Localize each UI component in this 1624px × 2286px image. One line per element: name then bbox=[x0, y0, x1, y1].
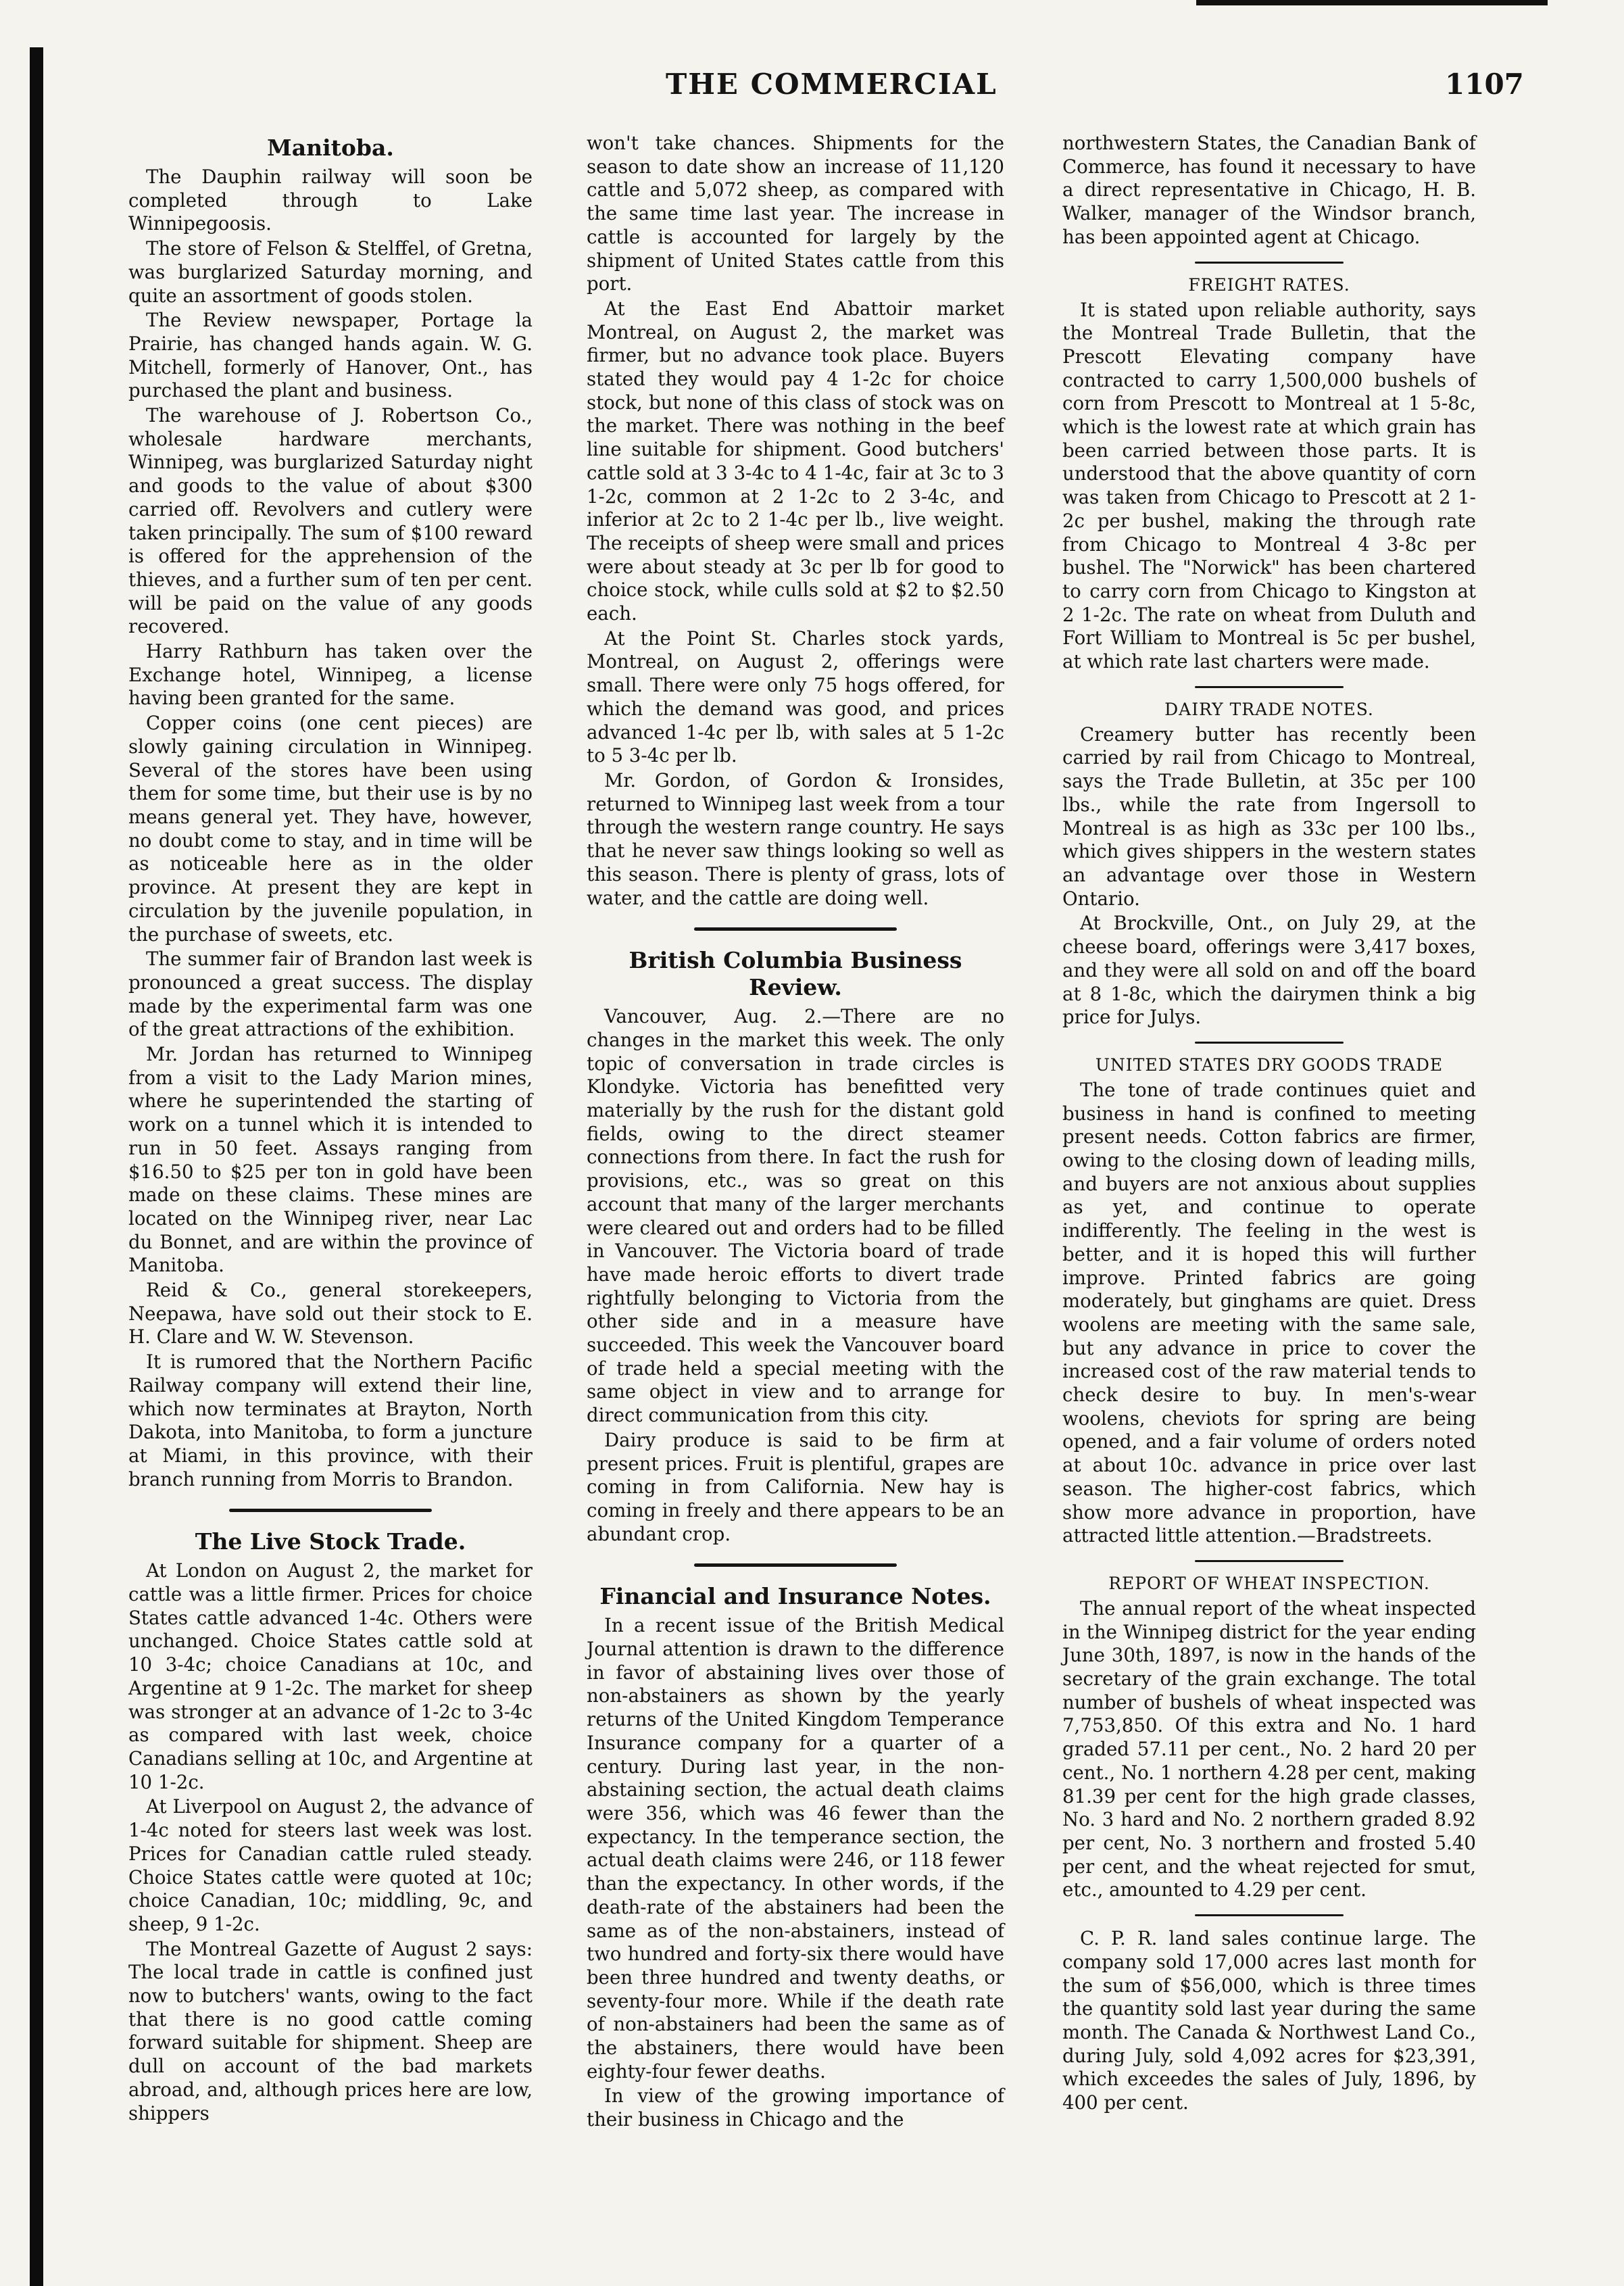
article-paragraph: The annual report of the wheat inspected in the Winnipeg district for the year ending June 30th, 1897, is now in the hands of the secretary of the grain exchange. The total number of bushels of wheat inspected was 7,753,850. Of this extra and No. 1 hard graded 57.11 per cent., No. 2 hard 20 per cent., No. 1 northern 4.28 per cent, making 81.39 per cent for the high grade classes, No. 3 hard and No. 2 northern graded 8.92 per cent, No. 3 northern and frosted 5.40 per cent, and the wheat rejected for smut, etc., amounted to 4.29 per cent. bbox=[1062, 1597, 1476, 1901]
section-divider bbox=[694, 1563, 897, 1567]
article-paragraph: At Liverpool on August 2, the advance of 1-4c noted for steers last week was lost. Prices for Canadian cattle ruled steady. Choice States cattle were quoted at 10c; choice Canadian, 10c; middling, 9c, and sheep, 9 1-2c. bbox=[128, 1795, 533, 1935]
top-border-rule bbox=[1196, 0, 1548, 5]
article-paragraph: The store of Felson & Stelffel, of Gretna, was burglarized Saturday morning, and quite an assortment of goods stolen. bbox=[128, 237, 533, 307]
section-heading-live-stock: The Live Stock Trade. bbox=[195, 1528, 466, 1555]
section-divider bbox=[1195, 1914, 1344, 1916]
article-paragraph: At London on August 2, the market for cattle was a little firmer. Prices for choice States cattle advanced 1-4c. Others were unchanged. Choice States cattle sold at 10 3-4c; choice Canadians at 10c, and Argentine at 9 1-2c. The market for sheep was stronger at an advance of 1-2c to 3-4c as compared with last week, choice Canadians selling at 10c, and Argentine at 10 1-2c. bbox=[128, 1559, 533, 1793]
section-heading-financial: Financial and Insurance Notes. bbox=[599, 1583, 991, 1610]
section-divider bbox=[1195, 686, 1344, 688]
article-paragraph: It is stated upon reliable authority, says the Montreal Trade Bulletin, that the Prescott Elevating company have contracted to carry 1,500,000 bushels of corn from Prescott to Montreal at 1 5-8c, which is the lowest rate at which grain has been carried between those parts. It is understood that the above quantity of corn was taken from Chicago to Prescott at 2 1-2c per bushel, making the through rate from Chicago to Montreal 4 3-8c per bushel. The "Norwick" has been chartered to carry corn from Chicago to Kingston at 2 1-2c. The rate on wheat from Duluth and Fort William to Montreal is 5c per bushel, at which rate last charters were made. bbox=[1062, 298, 1476, 673]
section-heading-dry-goods: UNITED STATES DRY GOODS TRADE bbox=[1095, 1054, 1444, 1075]
article-paragraph: The tone of trade continues quiet and business in hand is confined to meeting present needs. Cotton fabrics are firmer, owing to the closing down of leading mills, and buyers are not anxious about supplies as yet, and continue to operate indifferently. The feeling in the west is better, and it is hoped this will further improve. Printed fabrics are going moderately, but ginghams are quiet. Dress woolens are meeting with the same sale, but any advance in price to cover the increased cost of the raw material tends to check desire to buy. In men's-wear woolens, cheviots for spring are being opened, and a fair volume of orders noted at about 10c. advance in price over last season. The higher-cost fabrics, which show more advance in proportion, have attracted little attention.—Bradstreets. bbox=[1062, 1078, 1476, 1547]
section-divider bbox=[1195, 1560, 1344, 1562]
article-paragraph: northwestern States, the Canadian Bank of Commerce, has found it necessary to have a direct representative in Chicago, H. B. Walker, manager of the Windsor branch, has been appointed agent at Chicago. bbox=[1062, 132, 1476, 248]
article-paragraph: In view of the growing importance of their business in Chicago and the bbox=[587, 2085, 1004, 2131]
section-heading-manitoba: Manitoba. bbox=[267, 135, 394, 161]
column-1 bbox=[128, 132, 533, 2126]
section-heading-british-columbia: British Columbia Business Review. bbox=[629, 947, 962, 1001]
column-2 bbox=[587, 132, 1004, 2133]
article-paragraph: It is rumored that the Northern Pacific Railway company will extend their line, which now terminates at Brayton, North Dakota, into Manitoba, to form a juncture at Miami, in this province, with their branch running from Morris to Brandon. bbox=[128, 1351, 533, 1490]
running-head bbox=[0, 68, 1624, 108]
section-divider bbox=[229, 1509, 432, 1512]
publication-title: THE COMMERCIAL bbox=[666, 68, 998, 101]
article-paragraph: At Brockville, Ont., on July 29, at the cheese board, offerings were 3,417 boxes, and they were all sold on and off the board at 8 1-8c, which the dairymen think a big price for Julys. bbox=[1062, 912, 1476, 1029]
article-paragraph: At the East End Abattoir market Montreal, on August 2, the market was firmer, but no advance took place. Buyers stated they would pay 4 1-2c for choice stock, but none of this class of stock was on the market. There was nothing in the beef line suitable for shipment. Good butchers' cattle sold at 3 3-4c to 4 1-4c, fair at 3c to 3 1-2c, common at 2 1-2c to 2 3-4c, and inferior at 2c to 2 1-4c per lb., live weight. The receipts of sheep were small and prices were about steady at 3c per lb for good to choice stock, while culls sold at $2 to $2.50 each. bbox=[587, 297, 1004, 625]
column-3 bbox=[1062, 132, 1476, 2116]
article-paragraph: Copper coins (one cent pieces) are slowly gaining circulation in Winnipeg. Several of the stores have been using them for some time, but their use is by no means general yet. They have, however, no doubt come to stay, and in time will be as noticeable here as in the older province. At present they are kept in circulation by the juvenile population, in the purchase of sweets, etc. bbox=[128, 712, 533, 946]
article-paragraph: Harry Rathburn has taken over the Exchange hotel, Winnipeg, a license having been granted for the same. bbox=[128, 640, 533, 710]
article-paragraph: Vancouver, Aug. 2.—There are no changes in the market this week. The only topic of conversation in trade circles is Klondyke. Victoria has benefitted very materially by the rush for the distant gold fields, owing to the direct steamer connections from there. In fact the rush for provisions, etc., was so great on this account that many of the larger merchants were cleared out and orders had to be filled in Vancouver. The Victoria board of trade have made heroic efforts to divert trade rightfully belonging to Victoria from the other side and in a measure have succeeded. This week the Vancouver board of trade held a special meeting with the same object in view and to arrange for direct communication from this city. bbox=[587, 1005, 1004, 1427]
article-paragraph: Creamery butter has recently been carried by rail from Chicago to Montreal, says the Trade Bulletin, at 35c per 100 lbs., while the rate from Ingersoll to Montreal is as high as 33c per 100 lbs., which gives shippers in the western states an advantage over those in Western Ontario. bbox=[1062, 723, 1476, 910]
section-divider bbox=[1195, 262, 1344, 264]
article-paragraph: Mr. Gordon, of Gordon & Ironsides, returned to Winnipeg last week from a tour through the western range country. He says that he never saw things looking so well as this season. There is plenty of grass, lots of water, and the cattle are doing well. bbox=[587, 769, 1004, 909]
article-paragraph: Dairy produce is said to be firm at present prices. Fruit is plentiful, grapes are coming in from California. New hay is coming in freely and there appears to be an abundant crop. bbox=[587, 1428, 1004, 1545]
article-paragraph: The warehouse of J. Robertson Co., wholesale hardware merchants, Winnipeg, was burglarized Saturday night and goods to the value of about $300 carried off. Revolvers and cutlery were taken principally. The sum of $100 reward is offered for the apprehension of the thieves, and a further sum of ten per cent. will be paid on the value of any goods recovered. bbox=[128, 404, 533, 638]
section-heading-wheat-inspection: REPORT OF WHEAT INSPECTION. bbox=[1108, 1573, 1430, 1593]
page-edge-shadow bbox=[30, 47, 43, 2286]
section-heading-dairy: DAIRY TRADE NOTES. bbox=[1164, 699, 1374, 719]
article-paragraph: The summer fair of Brandon last week is pronounced a great success. The display made by the experimental farm was one of the great attractions of the exhibition. bbox=[128, 948, 533, 1041]
article-paragraph: In a recent issue of the British Medical Journal attention is drawn to the difference in favor of abstaining lives over those of non-abstainers as shown by the yearly returns of the United Kingdom Temperance Insurance company for a quarter of a century. During last year, in the non-abstaining section, the actual death claims were 356, which was 46 fewer than the expectancy. In the temperance section, the actual death claims were 246, or 118 fewer than the expectancy. In other words, if the death-rate of the abstainers had been the same as of the non-abstainers, instead of two hundred and forty-six there would have been three hundred and twenty deaths, or seventy-four more. While if the death rate of non-abstainers had been the same as of the abstainers, there would have been eighty-four fewer deaths. bbox=[587, 1614, 1004, 2083]
article-paragraph: The Review newspaper, Portage la Prairie, has changed hands again. W. G. Mitchell, formerly of Hanover, Ont., has purchased the plant and business. bbox=[128, 309, 533, 402]
page-number: 1107 bbox=[1445, 68, 1524, 101]
article-paragraph: Mr. Jordan has returned to Winnipeg from a visit to the Lady Marion mines, where he superintended the starting of work on a tunnel which it is intended to run in 50 feet. Assays ranging from $16.50 to $25 per ton in gold have been made on these claims. These mines are located on the Winnipeg river, near Lac du Bonnet, and are within the province of Manitoba. bbox=[128, 1043, 533, 1277]
article-paragraph: won't take chances. Shipments for the season to date show an increase of 11,120 cattle and 5,072 sheep, as compared with the same time last year. The increase in cattle is accounted for largely by the shipment of United States cattle from this port. bbox=[587, 132, 1004, 295]
section-heading-freight-rates: FREIGHT RATES. bbox=[1188, 274, 1350, 295]
article-paragraph: C. P. R. land sales continue large. The company sold 17,000 acres last month for the sum of $56,000, which is three times the quantity sold last year during the same month. The Canada & Northwest Land Co., during July, sold 4,092 acres for $23,391, which exceedes the sales of July, 1896, by 400 per cent. bbox=[1062, 1927, 1476, 2114]
article-paragraph: Reid & Co., general storekeepers, Neepawa, have sold out their stock to E. H. Clare and W. W. Stevenson. bbox=[128, 1279, 533, 1348]
section-divider bbox=[1195, 1042, 1344, 1044]
section-divider bbox=[694, 927, 897, 931]
article-paragraph: At the Point St. Charles stock yards, Montreal, on August 2, offerings were small. There were only 75 hogs offered, for which the demand was good, and prices advanced 1-4c per lb, with sales at 5 1-2c to 5 3-4c per lb. bbox=[587, 627, 1004, 767]
article-paragraph: The Montreal Gazette of August 2 says: The local trade in cattle is confined just now to butchers' wants, owing to the fact that there is no good cattle coming forward suitable for shipment. Sheep are dull on account of the bad markets abroad, and, although prices here are low, shippers bbox=[128, 1937, 533, 2124]
article-paragraph: The Dauphin railway will soon be completed through to Lake Winnipegoosis. bbox=[128, 166, 533, 235]
